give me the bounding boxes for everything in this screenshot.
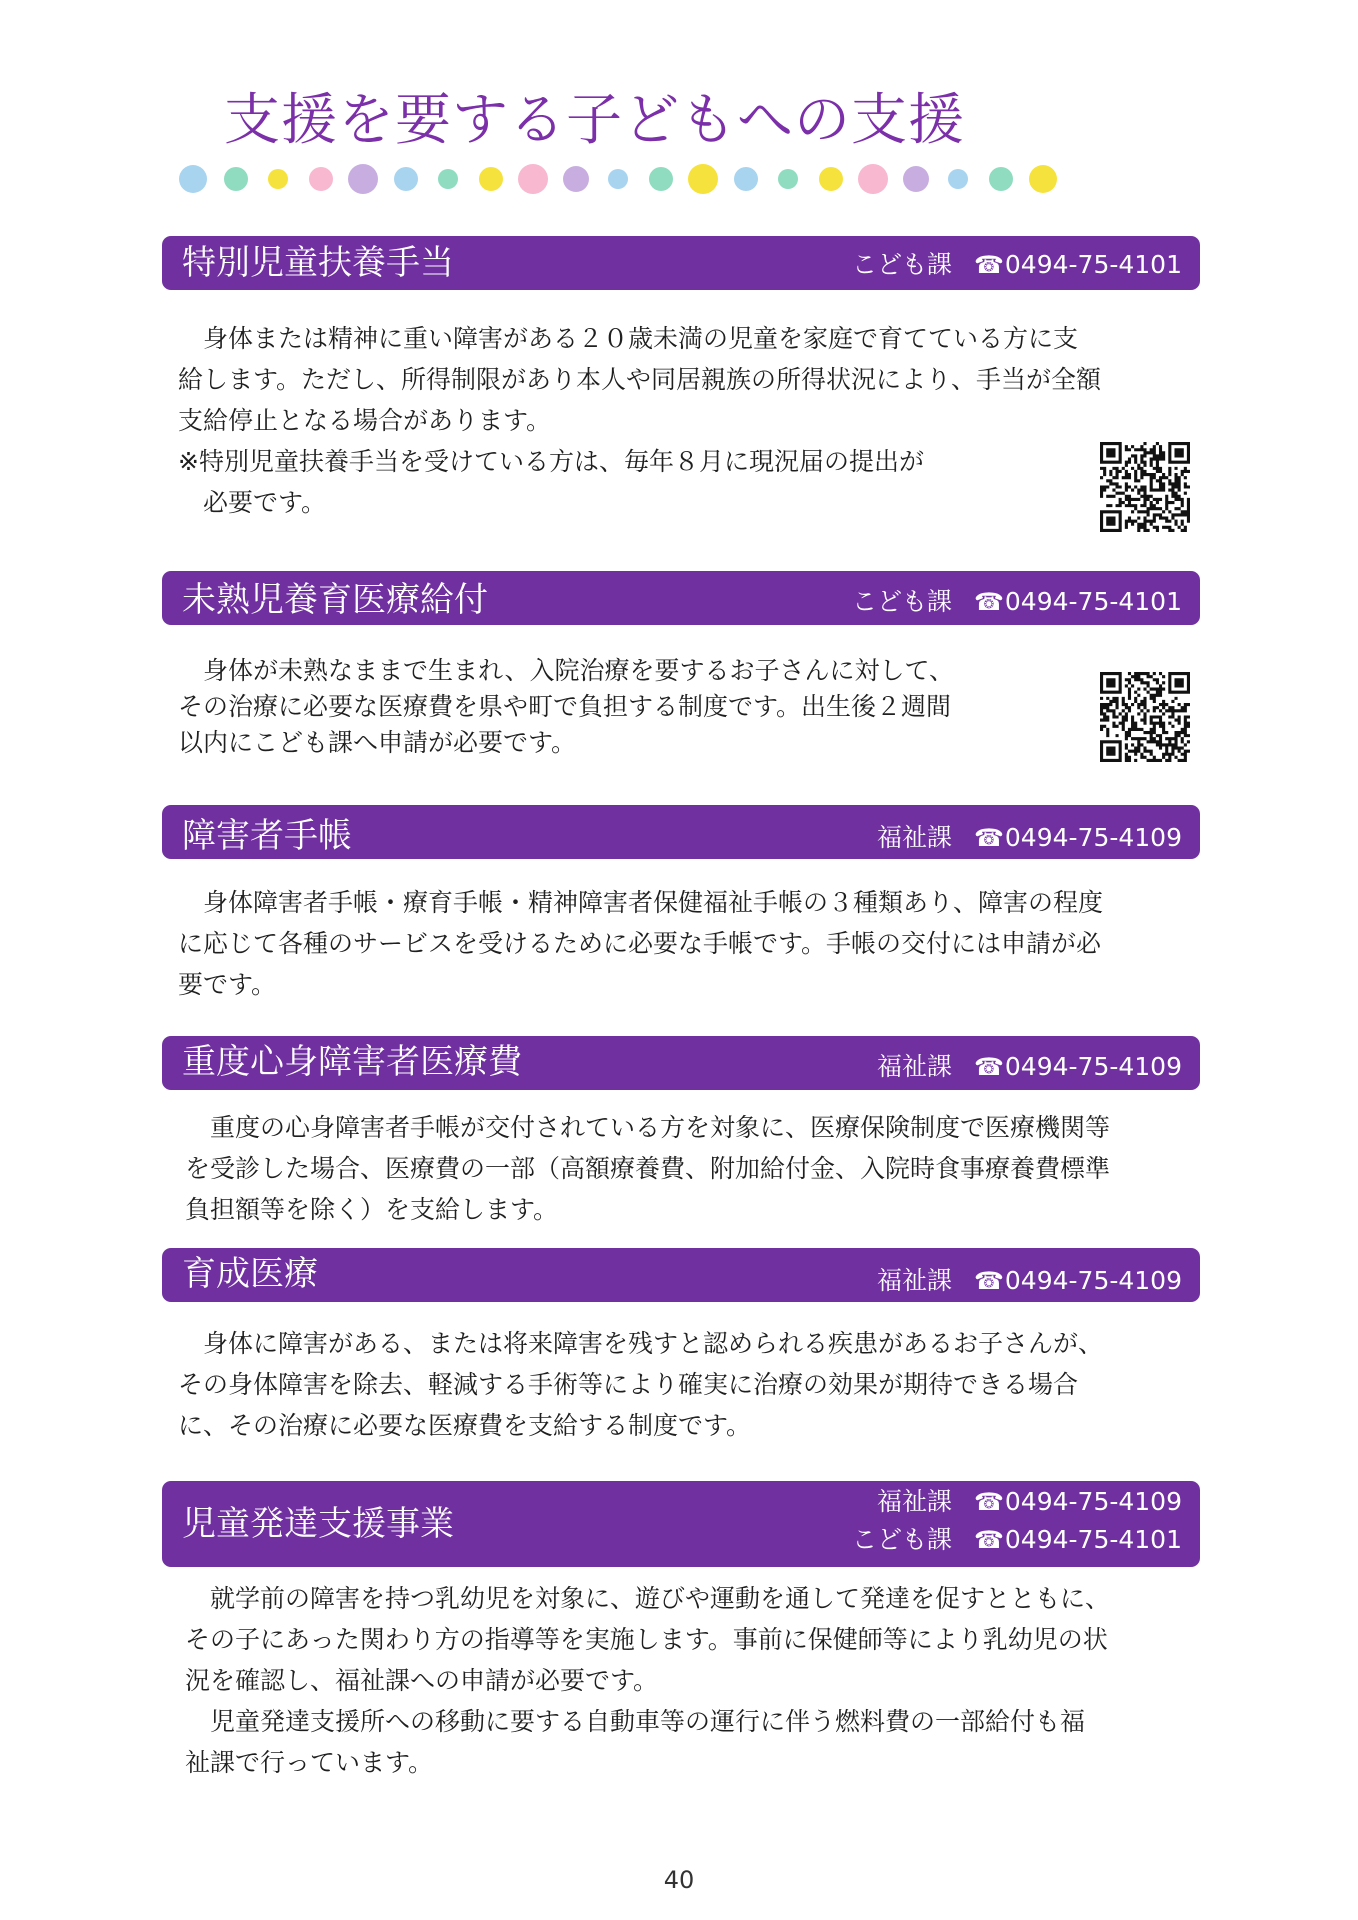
page-number: 40 (663, 1866, 695, 1894)
decorative-dot (518, 164, 548, 194)
phone-number[interactable]: ☎ 0494-75-4101 (974, 1525, 1182, 1554)
body-line: 祉課で行っています。 (185, 1748, 434, 1777)
contact-info (877, 1487, 1182, 1517)
decorative-dots (178, 164, 1058, 194)
section-header-jido-hattatsu-shien-jigyo (162, 1481, 1200, 1567)
decorative-dot (858, 164, 888, 194)
body-line: その子にあった関わり方の指導等を実施します。事前に保健師等により乳幼児の状 (185, 1625, 1108, 1654)
section-body-shogaisha-techo (178, 882, 1103, 1005)
phone-number[interactable]: ☎ 0494-75-4101 (974, 250, 1182, 279)
department-name: こども課 (851, 587, 952, 616)
body-line: その治療に必要な医療費を県や町で負担する制度です。出生後２週間 (178, 692, 952, 721)
department-name: 福祉課 (876, 1487, 952, 1516)
section-title: 未熟児養育医療給付 (182, 580, 488, 620)
decorative-dot (734, 167, 758, 191)
phone-number[interactable]: ☎ 0494-75-4109 (974, 1052, 1182, 1081)
decorative-dot (563, 166, 589, 192)
phone-number[interactable]: ☎ 0494-75-4101 (974, 587, 1182, 616)
decorative-dot (688, 164, 718, 194)
qr-code[interactable] (1100, 442, 1190, 532)
section-title: 育成医療 (182, 1254, 318, 1294)
contact-info (852, 587, 1182, 617)
page-title: 支援を要する子どもへの支援 (224, 88, 965, 153)
section-header-tokubetsu-jido-fuyo-teate (162, 236, 1200, 290)
decorative-dot (649, 167, 673, 191)
body-line: 支給停止となる場合があります。 (178, 406, 552, 435)
decorative-dot (479, 167, 503, 191)
phone-number[interactable]: ☎ 0494-75-4109 (974, 1487, 1182, 1516)
body-line: 重度の心身障害者手帳が交付されている方を対象に、医療保険制度で医療機関等 (185, 1113, 1111, 1142)
contact-info (877, 823, 1182, 853)
body-line: ※特別児童扶養手当を受けている方は、毎年８月に現況届の提出が (178, 447, 924, 476)
body-line: 況を確認し、福祉課への申請が必要です。 (185, 1666, 659, 1695)
department-name: 福祉課 (876, 1266, 952, 1295)
decorative-dot (1029, 165, 1057, 193)
decorative-dot (309, 167, 333, 191)
body-line: 身体が未熟なままで生まれ、入院治療を要するお子さんに対して、 (178, 656, 955, 685)
body-line: 児童発達支援所への移動に要する自動車等の運行に伴う燃料費の一部給付も福 (185, 1707, 1086, 1736)
phone-number[interactable]: ☎ 0494-75-4109 (974, 823, 1182, 852)
decorative-dot (819, 167, 843, 191)
contact-info (852, 1525, 1182, 1555)
body-line: 給します。ただし、所得制限があり本人や同居親族の所得状況により、手当が全額 (178, 365, 1102, 394)
decorative-dot (989, 167, 1013, 191)
body-line: その身体障害を除去、軽減する手術等により確実に治療の効果が期待できる場合 (178, 1370, 1079, 1399)
section-header-shogaisha-techo (162, 805, 1200, 859)
body-line: に応じて各種のサービスを受けるために必要な手帳です。手帳の交付には申請が必 (178, 929, 1102, 958)
section-header-mijukuji-yoiku-iryo-kyufu (162, 571, 1200, 625)
section-body-judo-shinshin-shogaisha-iryohi (185, 1107, 1110, 1230)
section-body-ikusei-iryo (178, 1323, 1103, 1446)
section-body-mijukuji-yoiku-iryo-kyufu (178, 650, 954, 763)
section-title: 児童発達支援事業 (182, 1504, 454, 1544)
department-name: 福祉課 (876, 1052, 952, 1081)
decorative-dot (348, 164, 378, 194)
qr-code[interactable] (1100, 672, 1190, 762)
decorative-dot (394, 167, 418, 191)
section-title: 重度心身障害者医療費 (182, 1042, 522, 1082)
section-title: 特別児童扶養手当 (182, 243, 454, 283)
body-line: 以内にこども課へ申請が必要です。 (178, 728, 577, 757)
body-line: 必要です。 (178, 488, 327, 517)
section-body-tokubetsu-jido-fuyo-teate (178, 318, 1101, 523)
body-line: 負担額等を除く）を支給します。 (185, 1195, 559, 1224)
section-title: 障害者手帳 (182, 816, 352, 856)
section-header-judo-shinshin-shogaisha-iryohi (162, 1036, 1200, 1090)
phone-number[interactable]: ☎ 0494-75-4109 (974, 1266, 1182, 1295)
contact-info (852, 250, 1182, 280)
body-line: に、その治療に必要な医療費を支給する制度です。 (178, 1411, 752, 1440)
body-line: 身体または精神に重い障害がある２０歳未満の児童を家庭で育てている方に支 (178, 324, 1079, 353)
section-header-ikusei-iryo (162, 1248, 1200, 1302)
decorative-dot (438, 169, 458, 189)
decorative-dot (903, 166, 929, 192)
section-body-jido-hattatsu-shien-jigyo (185, 1578, 1110, 1783)
department-name: 福祉課 (876, 823, 952, 852)
department-name: こども課 (851, 1525, 952, 1554)
body-line: 身体に障害がある、または将来障害を残すと認められる疾患があるお子さんが、 (178, 1329, 1104, 1358)
body-line: 就学前の障害を持つ乳幼児を対象に、遊びや運動を通して発達を促すとともに、 (185, 1584, 1111, 1613)
body-line: 身体障害者手帳・療育手帳・精神障害者保健福祉手帳の３種類あり、障害の程度 (178, 888, 1104, 917)
contact-info (877, 1266, 1182, 1296)
decorative-dot (608, 169, 628, 189)
decorative-dot (778, 169, 798, 189)
department-name: こども課 (851, 250, 952, 279)
body-line: を受診した場合、医療費の一部（高額療養費、附加給付金、入院時食事療養費標準 (185, 1154, 1111, 1183)
decorative-dot (179, 165, 207, 193)
decorative-dot (948, 169, 968, 189)
body-line: 要です。 (178, 970, 277, 999)
decorative-dot (268, 169, 288, 189)
contact-info (877, 1052, 1182, 1082)
decorative-dot (224, 167, 248, 191)
